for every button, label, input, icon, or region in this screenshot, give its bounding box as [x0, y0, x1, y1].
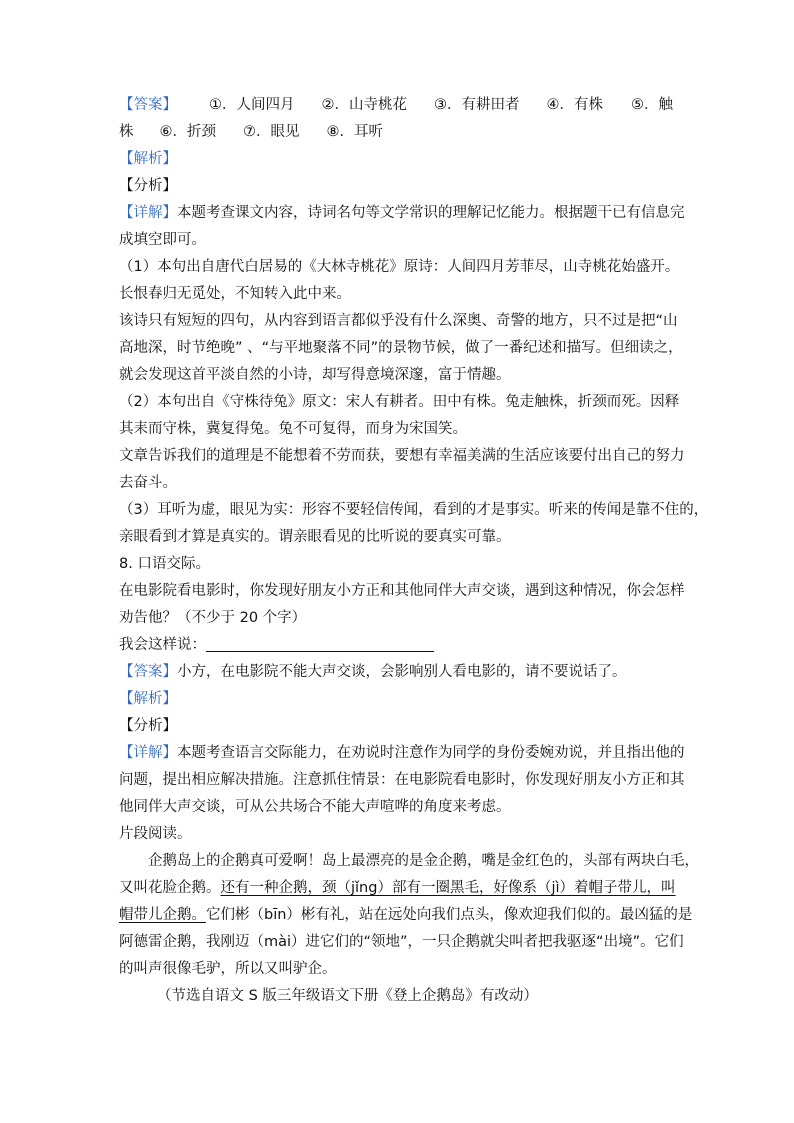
answer-tag: 【答案】	[119, 664, 177, 680]
q7-answer-line-2	[119, 119, 685, 146]
text-line: 长恨春归无觅处，不知转入此中来。	[119, 286, 351, 302]
text-line: 问题，提出相应解决措施。注意抓住情景：在电影院看电影时，你发现好朋友小方正和其	[119, 772, 685, 788]
text-line: 在电影院看电影时，你发现好朋友小方正和其他同伴大声交谈，遇到这种情况，你会怎样	[119, 583, 685, 599]
xiangjie-tag: 【详解】	[119, 745, 177, 761]
text-line: （3）耳听为虚，眼见为实：形容不要轻信传闻，看到的才是事实。听来的传闻是靠不住的，	[119, 502, 709, 518]
answer-tag: 【答案】	[119, 97, 177, 113]
passage-line: 阿德雷企鹅，我刚迈（mài）进它们的“领地”，一只企鹅就尖叫者把我驱逐“出境”。它们	[119, 934, 684, 950]
passage-line: 的叫声很像毛驴，所以又叫驴企。	[119, 961, 337, 977]
text-line: 劝告他？（不少于 20 个字）	[119, 610, 307, 626]
text-line: （1）本句出自唐代白居易的《大林寺桃花》原诗：人间四月芳菲尽，山寺桃花始盛开。	[119, 259, 680, 275]
text-line: 成填空即可。	[119, 232, 206, 248]
text-line: 其耒而守株，冀复得兔。兔不可复得，而身为宋国笑。	[119, 421, 467, 437]
xiangjie-tag: 【详解】	[119, 205, 177, 221]
answer-blank-line	[119, 632, 685, 659]
passage-line: 企鹅岛上的企鹅真可爱啊！岛上最漂亮的是金企鹅，嘴是金红色的，头部有两块白毛，	[148, 853, 699, 869]
answer-item: ⑤．触	[631, 97, 673, 113]
answer-item: ③．有耕田者	[434, 97, 520, 113]
text-line: 高地深，时节绝晚” 、“与平地聚落不同”的景物节候，做了一番纪述和描写。但细读之，	[119, 340, 683, 356]
answer-item: ⑧．耳听	[326, 124, 383, 140]
xiangjie-line	[119, 740, 685, 767]
text-line: 就会发现这首平淡自然的小诗，却写得意境深邃，富于情趣。	[119, 367, 511, 383]
question-title: 8. 口语交际。	[119, 556, 210, 572]
passage-source: （节选自语文 S 版三年级语文下册《登上企鹅岛》有改动）	[157, 988, 538, 1004]
jiexi-tag: 【解析】	[119, 151, 177, 167]
document-content	[119, 92, 709, 1010]
underlined-text: 还有一种企鹅，颈（jǐng）部有一圈黑毛，好像系（jì）着帽子带儿，叫	[220, 880, 676, 896]
passage-text: 它们彬（bīn）彬有礼，站在远处向我们点头，像欢迎我们似的。最凶猛的是	[206, 907, 693, 923]
answer-item: ②．山寺桃花	[321, 97, 407, 113]
answer-item: ⑥．折颈	[159, 124, 216, 140]
passage-line	[119, 875, 685, 902]
answer-text: 小方，在电影院不能大声交谈，会影响别人看电影的，请不要说话了。	[177, 664, 627, 680]
answer-item: ①．人间四月	[209, 97, 295, 113]
say-label: 我会这样说：	[119, 637, 206, 653]
answer-item: 株	[119, 124, 134, 140]
text-line: 文章告诉我们的道理是不能想着不劳而获，要想有幸福美满的生活应该要付出自己的努力	[119, 448, 685, 464]
q8-answer-line	[119, 659, 685, 686]
text-line: 亲眼看到才算是真实的。谓亲眼看见的比听说的要真实可靠。	[119, 529, 511, 545]
xiangjie-text: 本题考查课文内容，诗词名句等文学常识的理解记忆能力。根据题干已有信息完	[177, 205, 685, 221]
section-title: 片段阅读。	[119, 826, 192, 842]
answer-blank[interactable]	[206, 633, 434, 652]
fenxi-heading: 【分析】	[119, 718, 177, 734]
passage-text: 又叫花脸企鹅。	[119, 880, 221, 896]
text-line: 去奋斗。	[119, 475, 177, 491]
jiexi-tag: 【解析】	[119, 691, 177, 707]
underlined-text: 帽带儿企鹅。	[119, 907, 206, 923]
xiangjie-text: 本题考查语言交际能力，在劝说时注意作为同学的身份委婉劝说，并且指出他的	[177, 745, 685, 761]
text-line: （2）本句出自《守株待兔》原文：宋人有耕者。田中有株。兔走触株，折颈而死。因释	[119, 394, 680, 410]
q7-answer-line	[119, 92, 685, 119]
xiangjie-line	[119, 200, 685, 227]
text-line: 该诗只有短短的四句，从内容到语言都似乎没有什么深奥、奇警的地方，只不过是把“山	[119, 313, 678, 329]
passage-line	[119, 902, 693, 929]
fenxi-heading: 【分析】	[119, 178, 177, 194]
text-line: 他同伴大声交谈，可从公共场合不能大声喧哗的角度来考虑。	[119, 799, 511, 815]
answer-item: ⑦．眼见	[243, 124, 300, 140]
answer-item: ④．有株	[546, 97, 603, 113]
